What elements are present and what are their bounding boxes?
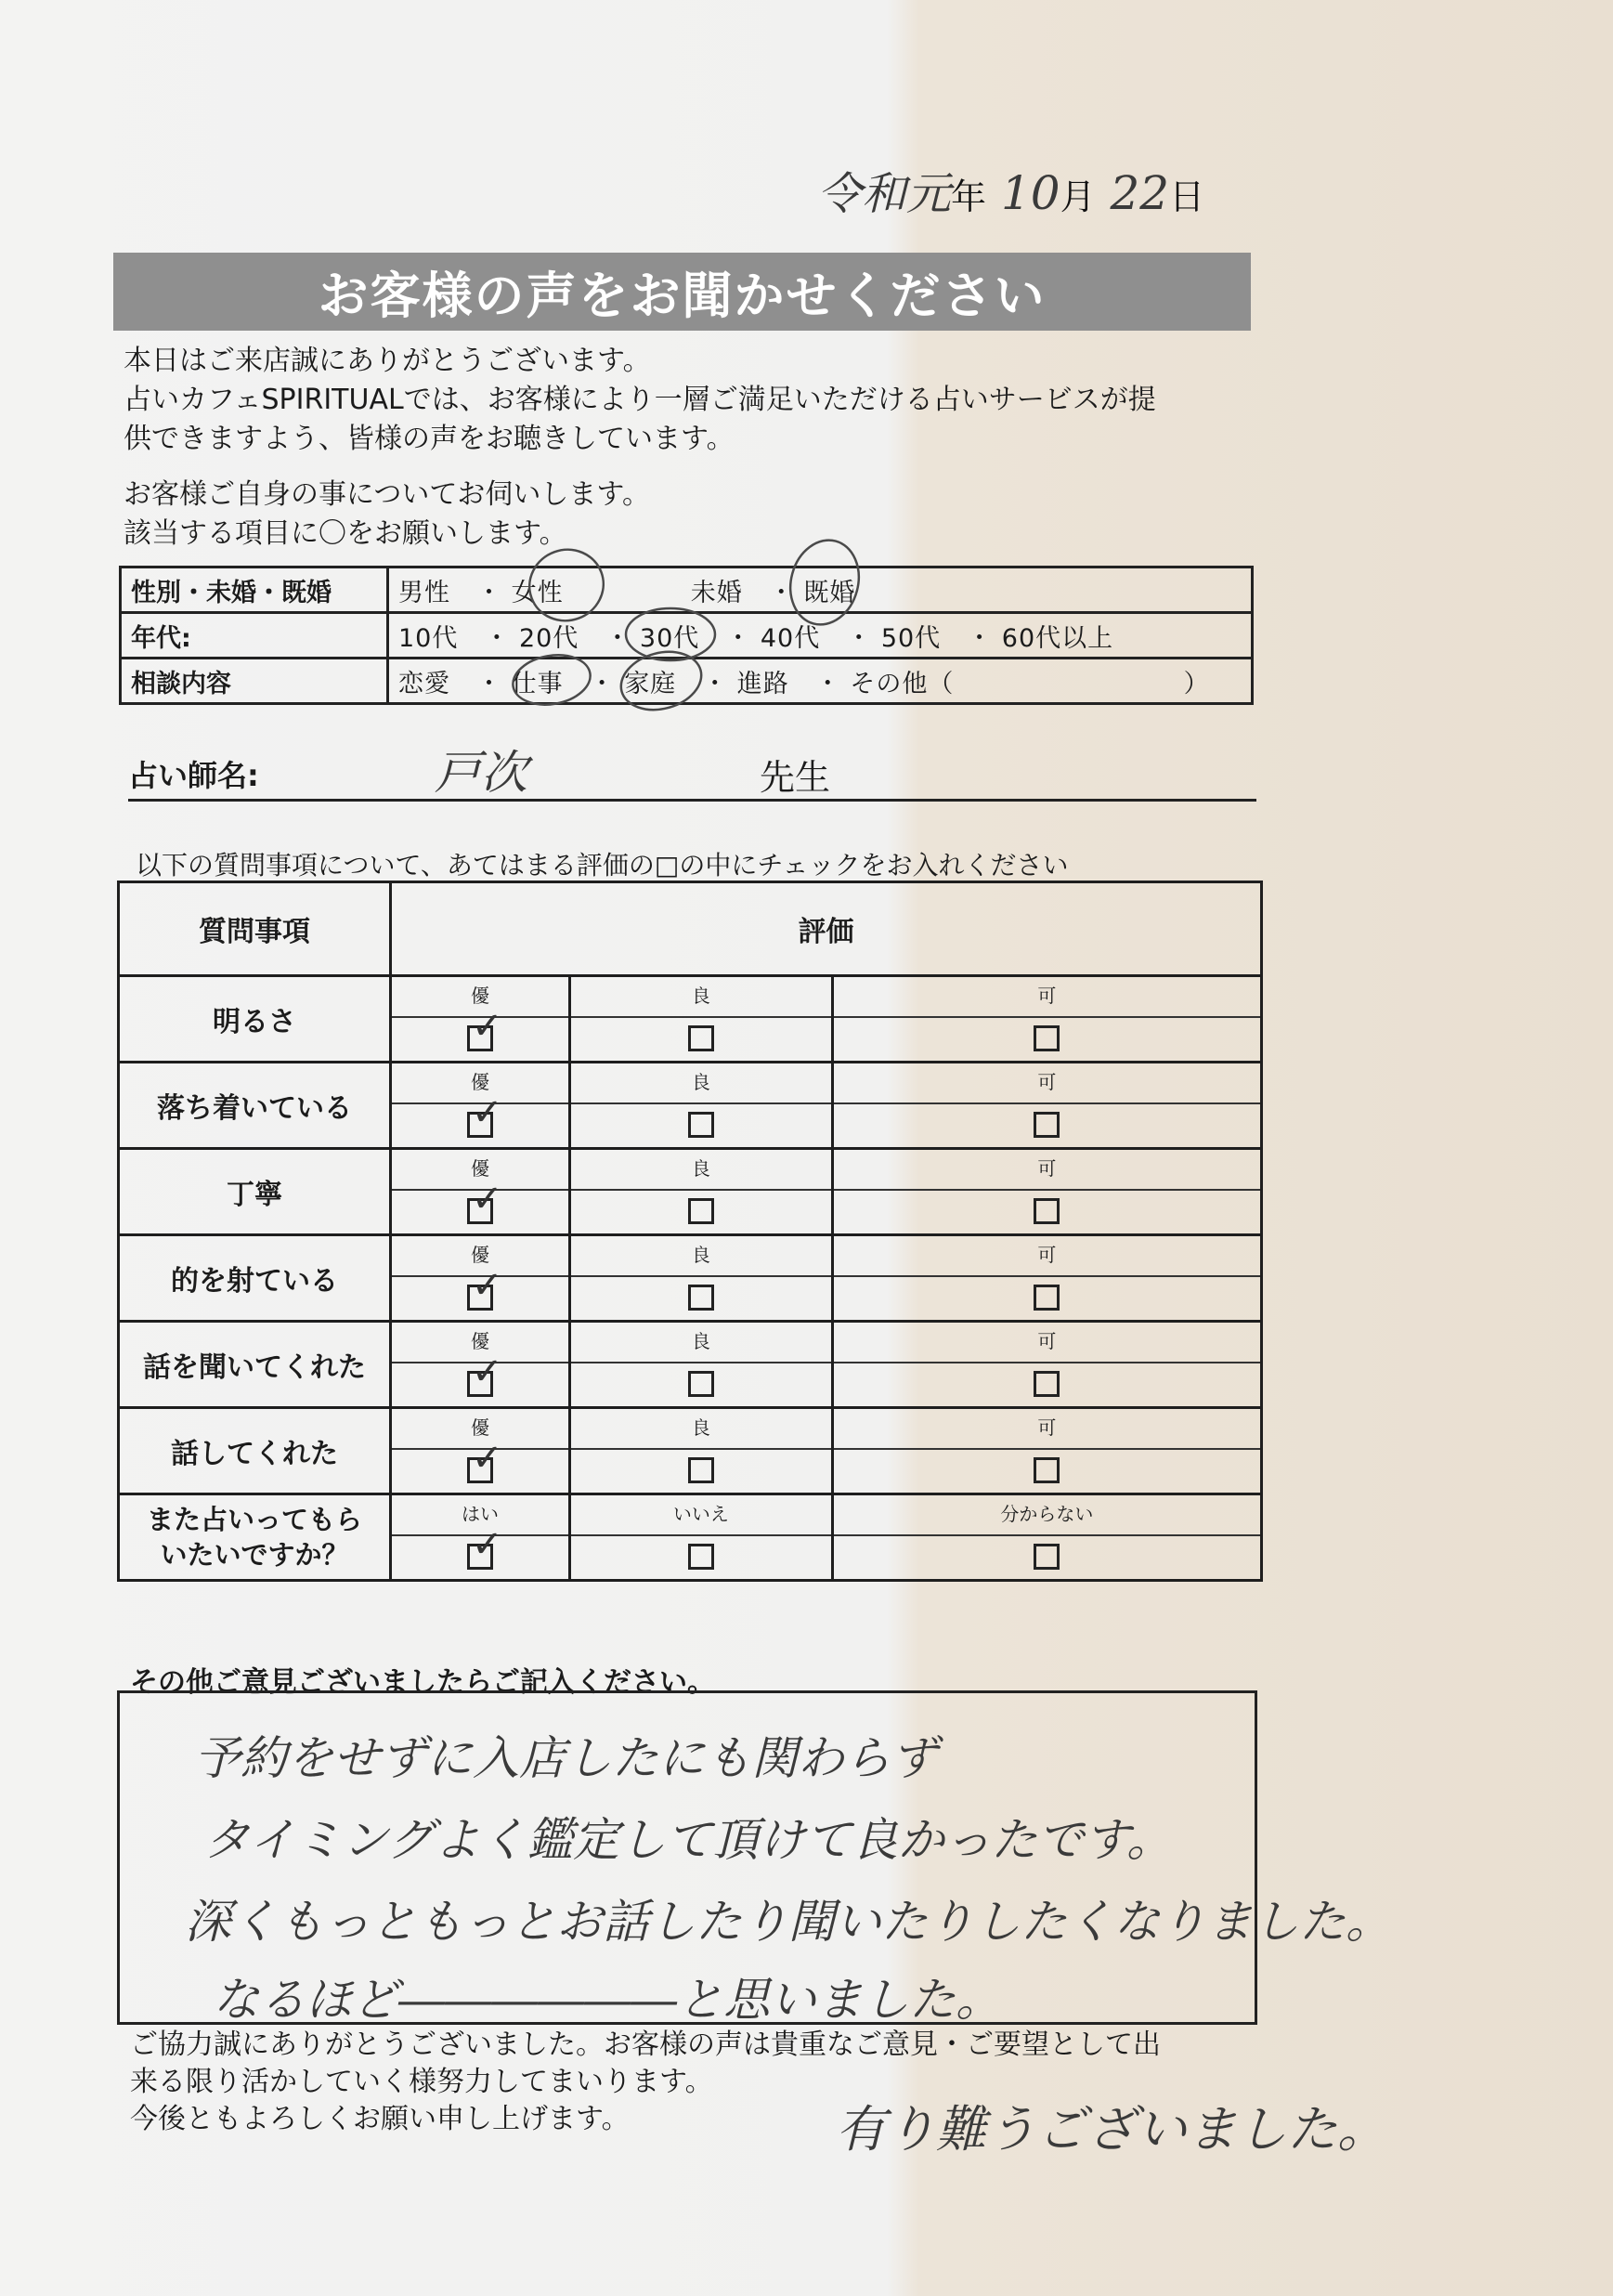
option-label: 良 xyxy=(571,1063,831,1104)
rating-option-cell[interactable] xyxy=(391,1322,570,1408)
option-40s[interactable]: 40代 xyxy=(760,623,821,653)
checkbox[interactable] xyxy=(1034,1198,1060,1224)
check-mark-icon: ✓ xyxy=(471,1178,503,1220)
option-label: 優 xyxy=(392,1150,568,1191)
checkbox[interactable] xyxy=(688,1198,714,1224)
option-label: 良 xyxy=(571,1150,831,1191)
option-30s[interactable]: 30代 xyxy=(639,623,700,653)
rating-option-cell[interactable] xyxy=(832,1322,1261,1408)
rating-row xyxy=(119,1235,1262,1322)
checkbox[interactable] xyxy=(1034,1457,1060,1483)
comment-line: 深くもっともっとお話したり聞いたりしたくなりました。 xyxy=(185,1895,1392,1949)
checkbox[interactable] xyxy=(688,1025,714,1051)
rating-option-cell[interactable] xyxy=(832,1149,1261,1235)
check-mark-icon: ✓ xyxy=(471,1523,503,1566)
check-mark-icon: ✓ xyxy=(471,1437,503,1480)
question-calm: 落ち着いている xyxy=(119,1063,391,1149)
rating-row xyxy=(119,1494,1262,1581)
checkbox[interactable] xyxy=(467,1091,503,1138)
option-label: いいえ xyxy=(571,1495,831,1536)
rating-option-cell[interactable] xyxy=(391,1408,570,1494)
rating-row xyxy=(119,1063,1262,1149)
comment-box[interactable] xyxy=(117,1690,1392,2027)
checkbox[interactable] xyxy=(1034,1112,1060,1138)
rating-option-cell[interactable] xyxy=(832,1063,1261,1149)
rating-option-cell[interactable] xyxy=(832,1494,1261,1581)
survey-title-banner: お客様の声をお聞かせください xyxy=(113,253,1251,331)
option-label: 可 xyxy=(834,1236,1260,1277)
intro-line: 占いカフェSPIRITUALでは、お客様により一層ご満足いただける占いサービスが提 xyxy=(124,384,1156,416)
checkbox[interactable] xyxy=(688,1285,714,1311)
option-other-close: ） xyxy=(1183,669,1210,698)
option-50s[interactable]: 50代 xyxy=(880,623,942,653)
date-era: 令和元 xyxy=(817,168,952,220)
date-year-unit: 年 xyxy=(951,176,987,217)
rating-option-cell[interactable] xyxy=(569,1063,832,1149)
option-20s[interactable]: 20代 xyxy=(518,623,579,653)
rating-header-row xyxy=(119,882,1262,976)
option-family[interactable]: 家庭 xyxy=(624,669,677,698)
checkbox[interactable] xyxy=(688,1112,714,1138)
checkbox[interactable] xyxy=(1034,1371,1060,1397)
rating-option-cell[interactable] xyxy=(391,1149,570,1235)
option-label: 良 xyxy=(571,1323,831,1363)
option-label: 良 xyxy=(571,977,831,1018)
header-question: 質問事項 xyxy=(119,882,391,976)
topic-options: 恋愛 ・ 仕事 ・ 家庭 ・ 進路 ・ その他（ ） xyxy=(388,659,1253,704)
checkbox[interactable] xyxy=(1034,1025,1060,1051)
rating-option-cell[interactable] xyxy=(832,1235,1261,1322)
fortune-teller-label: 占い師名: xyxy=(128,758,259,793)
handwritten-thanks: 有り難うございました。 xyxy=(836,2100,1387,2159)
option-female[interactable]: 女性 xyxy=(511,578,564,607)
gender-label: 性別・未婚・既婚 xyxy=(121,567,388,613)
intro-line: 供できますよう、皆様の声をお聴きしています。 xyxy=(124,423,735,455)
rating-option-cell[interactable] xyxy=(391,976,570,1063)
option-60s-plus[interactable]: 60代以上 xyxy=(1001,623,1114,653)
option-label: 良 xyxy=(571,1236,831,1277)
option-label: 可 xyxy=(834,1409,1260,1450)
option-label: 優 xyxy=(392,1236,568,1277)
question-return xyxy=(119,1494,391,1581)
option-single[interactable]: 未婚 xyxy=(690,578,743,607)
check-mark-icon: ✓ xyxy=(471,1091,503,1134)
topic-label: 相談内容 xyxy=(121,659,388,704)
rating-row xyxy=(119,976,1262,1063)
question-listened: 話を聞いてくれた xyxy=(119,1322,391,1408)
date-month: 10 xyxy=(1000,166,1060,220)
option-label: 優 xyxy=(392,977,568,1018)
checkbox[interactable] xyxy=(1034,1285,1060,1311)
checkbox[interactable] xyxy=(688,1457,714,1483)
checkbox[interactable] xyxy=(467,1264,503,1311)
rating-option-cell[interactable] xyxy=(569,1494,832,1581)
rating-table xyxy=(117,881,1263,1582)
option-love[interactable]: 恋愛 xyxy=(398,669,450,698)
option-other[interactable]: その他（ xyxy=(850,669,955,698)
age-label: 年代: xyxy=(121,613,388,659)
fortune-teller-row xyxy=(128,743,1256,802)
checkbox[interactable] xyxy=(467,1350,503,1397)
fortune-teller-suffix: 先生 xyxy=(760,757,831,798)
closing-line: 来る限り活かしていく様努力してまいります。 xyxy=(130,2066,713,2098)
option-label: はい xyxy=(392,1495,568,1536)
option-label: 可 xyxy=(834,977,1260,1018)
rating-row xyxy=(119,1408,1262,1494)
checkbox[interactable] xyxy=(467,1437,503,1483)
rating-option-cell[interactable] xyxy=(832,1408,1261,1494)
header-rating: 評価 xyxy=(391,882,1262,976)
option-label: 分からない xyxy=(834,1495,1260,1536)
rating-instruction: 以下の質問事項について、あてはまる評価の□の中にチェックをお入れください xyxy=(136,850,1069,881)
option-label: 可 xyxy=(834,1323,1260,1363)
option-label: 可 xyxy=(834,1150,1260,1191)
gender-options: 男性 ・ 女性 未婚 ・ 既婚 xyxy=(388,567,1253,613)
checkbox[interactable] xyxy=(688,1371,714,1397)
rating-option-cell[interactable] xyxy=(391,1063,570,1149)
rating-option-cell[interactable] xyxy=(569,1149,832,1235)
date-day: 22 xyxy=(1110,166,1170,220)
option-label: 優 xyxy=(392,1409,568,1450)
closing-line: 今後ともよろしくお願い申し上げます。 xyxy=(130,2103,630,2135)
rating-option-cell[interactable] xyxy=(391,1494,570,1581)
rating-row xyxy=(119,1322,1262,1408)
question-on-target: 的を射ている xyxy=(119,1235,391,1322)
rating-option-cell[interactable] xyxy=(832,976,1261,1063)
option-label: 優 xyxy=(392,1323,568,1363)
option-10s[interactable]: 10代 xyxy=(398,623,459,653)
checkbox[interactable] xyxy=(1034,1544,1060,1570)
rating-option-cell[interactable] xyxy=(569,1322,832,1408)
option-male[interactable]: 男性 xyxy=(398,578,450,607)
checkbox[interactable] xyxy=(467,1523,503,1570)
question-talked: 話してくれた xyxy=(119,1408,391,1494)
fortune-teller-name[interactable]: 戸次 xyxy=(435,746,527,800)
comment-line: なるほど――――――と思いました。 xyxy=(213,1973,1002,2027)
question-return-line: また占いってもら xyxy=(146,1504,362,1535)
checkbox[interactable] xyxy=(467,1005,503,1051)
option-career[interactable]: 進路 xyxy=(736,669,789,698)
checkbox[interactable] xyxy=(688,1544,714,1570)
comment-line: タイミングよく鑑定して頂けて良かったです。 xyxy=(203,1813,1173,1867)
option-label: 良 xyxy=(571,1409,831,1450)
comment-line: 予約をせずに入店したにも関わらず xyxy=(194,1731,937,1785)
option-label: 可 xyxy=(834,1063,1260,1104)
closing-line: ご協力誠にありがとうございました。お客様の声は貴重なご意見・ご要望として出 xyxy=(130,2029,1161,2061)
rating-option-cell[interactable] xyxy=(569,1235,832,1322)
checkbox[interactable] xyxy=(467,1178,503,1224)
age-options: 10代 ・ 20代 ・ 30代 ・ 40代 ・ 50代 ・ 60代以上 xyxy=(388,613,1253,659)
check-mark-icon: ✓ xyxy=(471,1350,503,1393)
intro-line: 本日はご来店誠にありがとうございます。 xyxy=(124,345,651,377)
option-married[interactable]: 既婚 xyxy=(803,578,856,607)
option-work[interactable]: 仕事 xyxy=(511,669,564,698)
question-return-line: いたいですか？ xyxy=(160,1539,349,1571)
date-month-unit: 月 xyxy=(1060,176,1096,217)
rating-option-cell[interactable] xyxy=(569,1408,832,1494)
date-day-unit: 日 xyxy=(1169,176,1205,217)
check-mark-icon: ✓ xyxy=(471,1005,503,1048)
comment-heading: その他ご意見ございましたらご記入ください。 xyxy=(130,1666,715,1699)
about-line: お客様ご自身の事についてお伺いします。 xyxy=(124,478,650,511)
question-brightness: 明るさ xyxy=(119,976,391,1063)
about-line: 該当する項目に〇をお願いします。 xyxy=(124,517,567,550)
rating-option-cell[interactable] xyxy=(391,1235,570,1322)
question-polite: 丁寧 xyxy=(119,1149,391,1235)
check-mark-icon: ✓ xyxy=(471,1264,503,1307)
option-label: 優 xyxy=(392,1063,568,1104)
rating-row xyxy=(119,1149,1262,1235)
rating-option-cell[interactable] xyxy=(569,976,832,1063)
